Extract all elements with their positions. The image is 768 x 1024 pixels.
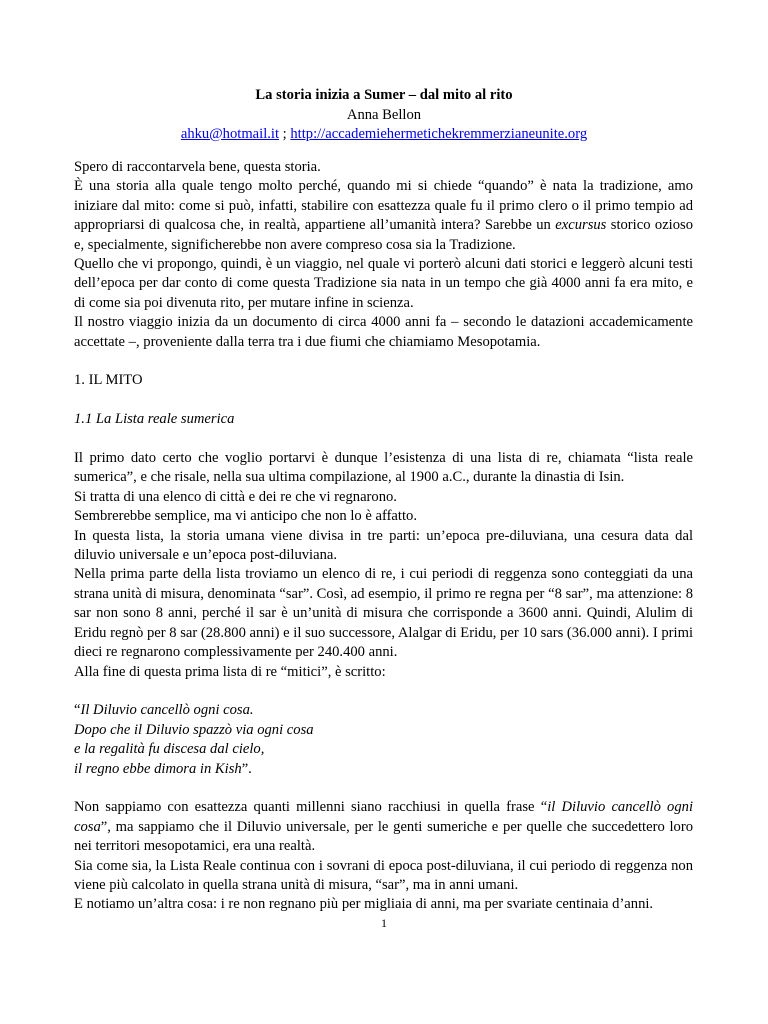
paragraph: Nella prima parte della lista troviamo un elenco di re, i cui periodi di reggenza sono conteggiati da una strana unità di misura, denominata “sar”. Così, ad esempio, il primo re regna per “8 sar”, ma attenzione: 8 sar non sono 8 anni, perché il sar è un’unità di misura che corrisponde a 3600 anni. Quindi, Alulim di Eridu regnò per 8 sar (28.800 anni) e il suo successore, Alalgar di Eridu, per 10 sars (36.000 anni). I primi dieci re regnarono complessivamente per 240.400 anni. — [74, 566, 693, 661]
email-link[interactable]: ahku@hotmail.it — [180, 126, 280, 142]
section-heading: 1. IL MITO — [74, 372, 143, 389]
quote-line: e la regalità fu discesa dal cielo, — [74, 741, 265, 758]
page-number: 1 — [381, 916, 387, 930]
subsection-heading: 1.1 La Lista reale sumerica — [74, 411, 235, 428]
quote-line: “Il Diluvio cancellò ogni cosa. — [74, 702, 254, 719]
document-header — [0, 86, 768, 145]
quote-line: Dopo che il Diluvio spazzò via ogni cosa — [74, 721, 314, 738]
contact-separator: ; — [279, 126, 291, 142]
paragraph: Spero di raccontarvela bene, questa storia. — [74, 159, 321, 175]
website-link[interactable]: http://accademiehermetichekremmerzianeunite.org — [290, 126, 588, 142]
document-title: La storia inizia a Sumer – dal mito al rito — [255, 87, 513, 103]
paragraph: Si tratta di una elenco di città e dei re che vi regnarono. — [74, 488, 397, 505]
author-name: Anna Bellon — [346, 106, 422, 123]
paragraph: Alla fine di questa prima lista di re “mitici”, è scritto: — [74, 663, 386, 680]
document-body — [74, 158, 693, 915]
paragraph: Il nostro viaggio inizia da un documento di circa 4000 anni fa – secondo le datazioni accademicamente accettate –, proveniente dalla terra tra i due fiumi che chiamiamo Mesopotamia. — [74, 314, 693, 350]
paragraph: In questa lista, la storia umana viene divisa in tre parti: un’epoca pre-diluviana, una cesura data dal diluvio universale e un’epoca post-diluviana. — [74, 527, 693, 564]
paragraph: E notiamo un’altra cosa: i re non regnano più per migliaia di anni, ma per svariate centinaia d’anni. — [74, 896, 654, 913]
paragraph: Sia come sia, la Lista Reale continua con i sovrani di epoca post-diluviana, il cui periodo di reggenza non viene più calcolato in quella strana unità di misura, “sar”, ma in anni umani. — [74, 857, 693, 893]
contact-line — [0, 125, 768, 145]
paragraph: È una storia alla quale tengo molto perché, quando mi si chiede “quando” è nata la tradizione, amo iniziare dal mito: come si può, infatti, stabilire con esattezza quale fu il primo clero o il primo tempio ad appropriarsi di qualcosa che, in realtà, appartiene all’umanità intera? Sarebbe un excursus storico ozioso e, specialmente, significherebbe non avere compreso cosa sia la Tradizione. — [74, 178, 694, 253]
paragraph: Non sappiamo con esattezza quanti millenni siano racchiusi in quella frase “il Diluvio cancellò ogni cosa”, ma sappiamo che il Diluvio universale, per le genti sumeriche e per quelle che succedettero loro nei territori mesopotamici, era una realtà. — [74, 799, 693, 855]
paragraph: Sembrerebbe semplice, ma vi anticipo che non lo è affatto. — [74, 508, 417, 525]
block-quote — [74, 701, 693, 779]
paragraph: Quello che vi propongo, quindi, è un viaggio, nel quale vi porterò alcuni dati storici e leggerò alcuni testi dell’epoca per dar conto di come questa Tradizione sia nata in un tempo che già 4000 anni fa era mito, e di come sia poi divenuta rito, per mutare infine in scienza. — [74, 256, 693, 311]
italic-term: excursus — [555, 217, 607, 234]
quote-line: il regno ebbe dimora in Kish”. — [74, 760, 252, 777]
paragraph: Il primo dato certo che voglio portarvi è dunque l’esistenza di una lista di re, chiamata “lista reale sumerica”, e che risale, nella sua ultima compilazione, al 1900 a.C., durante la dinastia di Isin. — [74, 450, 693, 486]
